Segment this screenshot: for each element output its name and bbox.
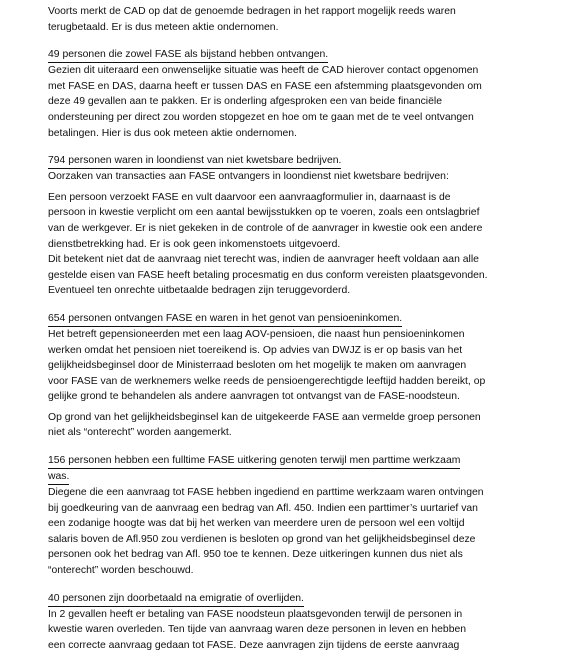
- text-line: personen ook het bedrag van Afl. 950 toe te kennen. Deze uitkeringen kunnen dus niet als: [48, 549, 463, 561]
- section-heading-line: 156 personen hebben een fulltime FASE uitkering genoten terwijl men parttime werkzaam: [48, 454, 460, 469]
- text-line: gelijke grond te behandelen als andere aanvragen tot ontvangst van de FASE-noodsteun.: [48, 391, 460, 403]
- text-line: Oorzaken van transacties aan FASE ontvangers in loondienst niet kwetsbare bedrijven:: [48, 171, 449, 183]
- text-line: Voorts merkt de CAD op dat de genoemde bedragen in het rapport mogelijk reeds waren: [48, 6, 456, 17]
- text-line: “onterecht” worden beschouwd.: [48, 565, 194, 577]
- text-line: persoon in kwestie verplicht om een aantal bewijsstukken op te voeren, zoals een ontslagbrief: [48, 207, 480, 219]
- text-line: dienstbetrekking had. Er is ook geen inkomenstoets uitgevoerd.: [48, 238, 341, 250]
- text-line: een correcte aanvraag gedaan tot FASE. Deze aanvragen zijn tijdens de eerste aanvraag: [48, 639, 460, 651]
- section-paragraph: [48, 190, 503, 299]
- text-line: gelijkheidsbeginsel door de Ministerraad besloten om het mogelijk te maken om aanvragen: [48, 360, 467, 372]
- text-line: In 2 gevallen heeft er betaling van FASE noodsteun plaatsgevonden terwijl de personen in: [48, 608, 463, 620]
- section-paragraph: [48, 327, 503, 405]
- section-794-personen: [48, 153, 503, 299]
- text-line: salaris boven de Afl.950 zou verdienen is besloten op grond van het gelijkheidsbeginsel deze: [48, 533, 476, 545]
- intro-paragraph: [48, 4, 503, 35]
- text-line: Eventueel ten onrechte uitbetaalde bedragen zijn teruggevorderd.: [48, 285, 351, 297]
- text-line: Het betreft gepensioneerden met een laag AOV-pensioen, die naast hun pensioeninkomen: [48, 328, 465, 340]
- text-line: deze 49 gevallen aan te pakken. Er is onderling afgesproken een van beide financiële: [48, 96, 442, 108]
- text-line: betalingen. Hier is dus ook meteen aktie ondernomen.: [48, 127, 297, 139]
- section-heading: 794 personen waren in loondienst van niet kwetsbare bedrijven.: [48, 154, 341, 169]
- text-line: Op grond van het gelijkheidsbeginsel kan de uitgekeerde FASE aan vermelde groep personen: [48, 411, 481, 423]
- section-heading-line: was.: [48, 470, 69, 485]
- text-line: Diegene die een aanvraag tot FASE hebben ingediend en parttime werkzaam waren ontvingen: [48, 487, 484, 499]
- section-156-personen: [48, 453, 503, 579]
- text-line: met FASE en DAS, daarna heeft er tussen DAS en FASE een afstemming plaatsgevonden om: [48, 80, 482, 92]
- text-line: Een persoon verzoekt FASE en vult daarvoor een aanvraagformulier in, daarnaast is de: [48, 191, 451, 203]
- section-654-personen: [48, 311, 503, 441]
- text-line: ondersteuning per direct zou worden stopgezet en hoe om te gaan met de te veel ontvangen: [48, 111, 474, 123]
- section-paragraph: [48, 607, 503, 654]
- text-line: Dit betekent niet dat de aanvraag niet terecht was, indien de aanvrager heeft voldaan aan alle: [48, 254, 479, 266]
- text-line: een zodanige hoogte was dat bij het werken van meerdere uren de persoon wel een voltijd: [48, 518, 465, 530]
- section-heading: [48, 453, 503, 485]
- section-paragraph: [48, 410, 503, 441]
- text-line: van de werkgever. Er is niet gekeken in de controle of de aanvrager in kwestie ook een andere: [48, 222, 483, 234]
- text-line: niet als “onterecht” worden aangemerkt.: [48, 427, 232, 439]
- section-heading: 40 personen zijn doorbetaald na emigratie of overlijden.: [48, 592, 304, 607]
- text-line: werken omdat het pensioen niet toereikend is. Op advies van DWJZ is er op basis van het: [48, 344, 463, 356]
- section-paragraph: [48, 485, 503, 579]
- text-line: terugbetaald. Er is dus meteen aktie ondernomen.: [48, 21, 279, 33]
- section-49-personen: [48, 47, 503, 141]
- section-paragraph: [48, 63, 503, 141]
- text-line: kwestie waren overleden. Ten tijde van aanvraag waren deze personen in leven en hebben: [48, 624, 467, 636]
- section-heading: 654 personen ontvangen FASE en waren in het genot van pensioeninkomen.: [48, 312, 402, 327]
- section-40-personen: [48, 591, 503, 654]
- section-heading: 49 personen die zowel FASE als bijstand hebben ontvangen.: [48, 48, 328, 63]
- text-line: Gezien dit uiteraard een onwenselijke situatie was heeft de CAD hierover contact opgenomen: [48, 65, 479, 77]
- text-line: voor FASE van de werknemers welke reeds de pensioengerechtigde leeftijd hadden bereikt, op: [48, 375, 486, 387]
- text-line: gestelde eisen van FASE heeft betaling procesmatig en dus conform vereisten plaatsgevonden.: [48, 269, 488, 281]
- section-paragraph: [48, 169, 503, 185]
- text-line: bij goedkeuring van de aanvraag een bedrag van Afl. 450. Indien een parttimer’s uurtarief van: [48, 502, 478, 514]
- document-page: [48, 4, 503, 653]
